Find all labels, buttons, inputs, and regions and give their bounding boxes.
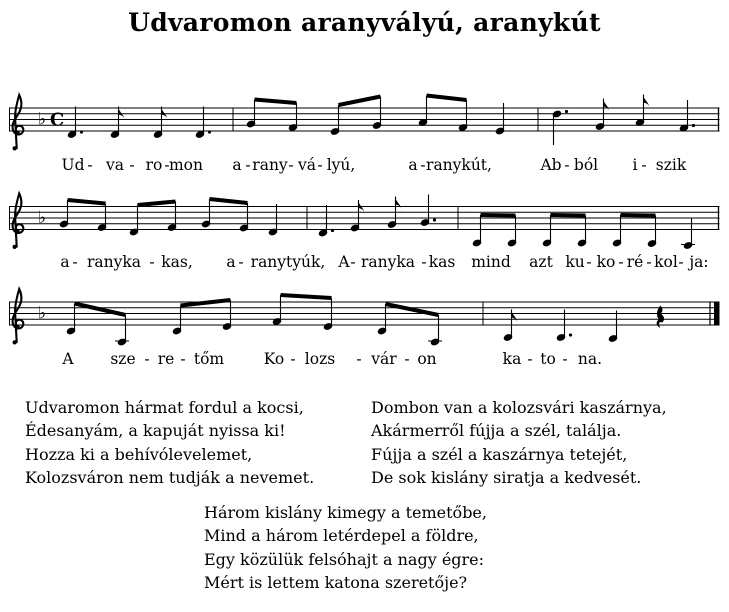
lyric-syllable: ranyka bbox=[86, 253, 142, 271]
lyric-syllable: kas bbox=[428, 253, 456, 271]
lyric-syllable: - bbox=[678, 253, 684, 271]
beam bbox=[339, 97, 381, 106]
lyric-syllable: - bbox=[238, 253, 244, 271]
lyric-syllable: - bbox=[317, 156, 323, 174]
lyric-syllable: - bbox=[641, 156, 647, 174]
lyric-syllable: ka bbox=[502, 350, 522, 368]
lyric-syllable: - bbox=[87, 156, 93, 174]
augmentation-dot bbox=[208, 130, 211, 133]
lyric-syllable: a bbox=[60, 253, 70, 271]
lyric-syllable: ré bbox=[626, 253, 644, 271]
lyric-syllable: on bbox=[417, 350, 437, 368]
augmentation-dot bbox=[80, 130, 83, 133]
lyric-syllable: ku bbox=[565, 253, 585, 271]
lyric-syllable: rany bbox=[252, 156, 288, 174]
lyric-syllable: - bbox=[164, 156, 170, 174]
treble-clef-dot bbox=[13, 245, 17, 249]
verse-left bbox=[25, 396, 314, 489]
lyric-syllable: Ab bbox=[540, 156, 562, 174]
treble-clef-dot bbox=[13, 146, 17, 150]
lyric-syllable: lozs bbox=[304, 350, 336, 368]
lyric-syllable: vá bbox=[298, 156, 316, 174]
augmentation-dot bbox=[331, 229, 334, 232]
augmentation-dot bbox=[692, 124, 695, 127]
flat-sign: ♭ bbox=[38, 303, 47, 324]
beam bbox=[210, 199, 248, 203]
verse-line: Mért is lettem katona szeretője? bbox=[204, 572, 468, 592]
lyric-syllable: - bbox=[149, 253, 155, 271]
lyric-syllable: - bbox=[245, 156, 251, 174]
treble-clef-icon bbox=[13, 289, 24, 342]
flat-sign: ♭ bbox=[38, 208, 47, 228]
lyric-syllable: ranykút, bbox=[426, 156, 492, 174]
song-title: Udvaromon aranyvályú, aranykút bbox=[128, 8, 601, 37]
lyric-syllable: - bbox=[421, 253, 427, 271]
lyric-syllable: - bbox=[404, 350, 410, 368]
lyric-syllable: Ud bbox=[61, 156, 85, 174]
lyric-syllable: mon bbox=[168, 156, 204, 174]
lyric-syllable: - bbox=[618, 253, 624, 271]
lyric-syllable: - bbox=[356, 350, 362, 368]
treble-clef-icon bbox=[13, 194, 24, 247]
lyric-syllable: ból bbox=[573, 156, 599, 174]
lyric-syllable: to bbox=[540, 350, 556, 368]
lyric-syllable: - bbox=[288, 156, 294, 174]
beam bbox=[255, 100, 297, 104]
lyric-syllable: ranytyúk, bbox=[250, 253, 326, 271]
lyric-syllable: ro bbox=[145, 156, 163, 174]
beam bbox=[427, 96, 467, 101]
lyric-syllable: szik bbox=[655, 156, 687, 174]
verse-line: Egy közülük felsóhajt a nagy égre: bbox=[204, 549, 485, 569]
augmentation-dot bbox=[569, 333, 572, 336]
lyric-syllable: ja: bbox=[689, 253, 709, 271]
lyric-syllable: A bbox=[338, 253, 350, 271]
verse-line: De sok kislány siratja a kedvesét. bbox=[371, 467, 642, 487]
lyric-syllable: Ko bbox=[263, 350, 285, 368]
lyric-syllable: - bbox=[562, 350, 568, 368]
verse-line: Mind a három letérdepel a földre, bbox=[204, 526, 479, 546]
lyric-syllable: a bbox=[232, 156, 242, 174]
verse-line: Akármerről fújja a szél, találja. bbox=[371, 421, 622, 441]
lyric-syllable: i bbox=[632, 156, 638, 174]
flat-sign: ♭ bbox=[38, 109, 47, 130]
lyric-syllable: - bbox=[646, 253, 652, 271]
time-signature: C bbox=[49, 109, 65, 131]
lyric-syllable: re bbox=[157, 350, 175, 368]
verse-line: Három kislány kimegy a temetőbe, bbox=[204, 503, 487, 522]
lyric-syllable: - bbox=[564, 156, 570, 174]
lyric-syllable: - bbox=[420, 156, 426, 174]
lyric-syllable: - bbox=[72, 253, 78, 271]
verse-line: Hozza ki a behívólevelemet, bbox=[25, 444, 253, 464]
lyric-syllable: tőm bbox=[193, 350, 225, 368]
lyric-syllable: - bbox=[586, 253, 592, 271]
lyric-syllable: mind bbox=[471, 253, 511, 271]
lyric-syllable: a bbox=[226, 253, 236, 271]
beam bbox=[281, 295, 332, 298]
lyric-syllable: a bbox=[408, 156, 418, 174]
beam bbox=[551, 215, 586, 216]
lyric-syllable: - bbox=[290, 350, 296, 368]
verse-line: Édesanyám, a kapuját nyissa ki! bbox=[25, 421, 286, 441]
final-barline bbox=[714, 302, 720, 325]
verse-line: Kolozsváron nem tudják a nevemet. bbox=[25, 467, 315, 487]
quarter-rest-icon bbox=[657, 306, 665, 328]
augmentation-dot bbox=[565, 110, 568, 113]
augmentation-dot bbox=[433, 218, 436, 221]
verse-center bbox=[204, 501, 487, 594]
lyric-syllable: azt bbox=[529, 253, 553, 271]
lyric-syllable: va bbox=[106, 156, 124, 174]
lyric-syllable: ko bbox=[596, 253, 616, 271]
lyric-syllable: sze bbox=[110, 350, 136, 368]
lyric-syllable: - bbox=[144, 350, 150, 368]
verse-right bbox=[371, 396, 667, 489]
lyric-syllable: ranyka bbox=[360, 253, 416, 271]
treble-clef-dot bbox=[13, 340, 17, 344]
lyric-syllable: na. bbox=[577, 350, 603, 368]
lyric-syllable: - bbox=[129, 156, 135, 174]
lyric-syllable: lyú, bbox=[326, 156, 356, 174]
beam bbox=[481, 215, 516, 216]
treble-clef-icon bbox=[13, 95, 24, 148]
verse-line: Dombon van a kolozsvári kaszárnya, bbox=[371, 398, 667, 417]
lyric-syllable: - bbox=[527, 350, 533, 368]
lyric-syllable: A bbox=[62, 350, 74, 368]
lyric-syllable: - bbox=[350, 253, 356, 271]
lyric-syllable: kas, bbox=[161, 253, 193, 271]
beam bbox=[138, 202, 176, 206]
lyric-syllable: vár bbox=[371, 350, 397, 368]
verse-line: Udvaromon hármat fordul a kocsi, bbox=[25, 398, 304, 417]
beam bbox=[181, 300, 231, 306]
lyric-syllable: kol bbox=[654, 253, 678, 271]
beam bbox=[621, 215, 656, 216]
verse-line: Fújja a szél a kaszárnya tetejét, bbox=[371, 444, 628, 464]
lyric-syllable: - bbox=[180, 350, 186, 368]
beam bbox=[68, 200, 106, 204]
